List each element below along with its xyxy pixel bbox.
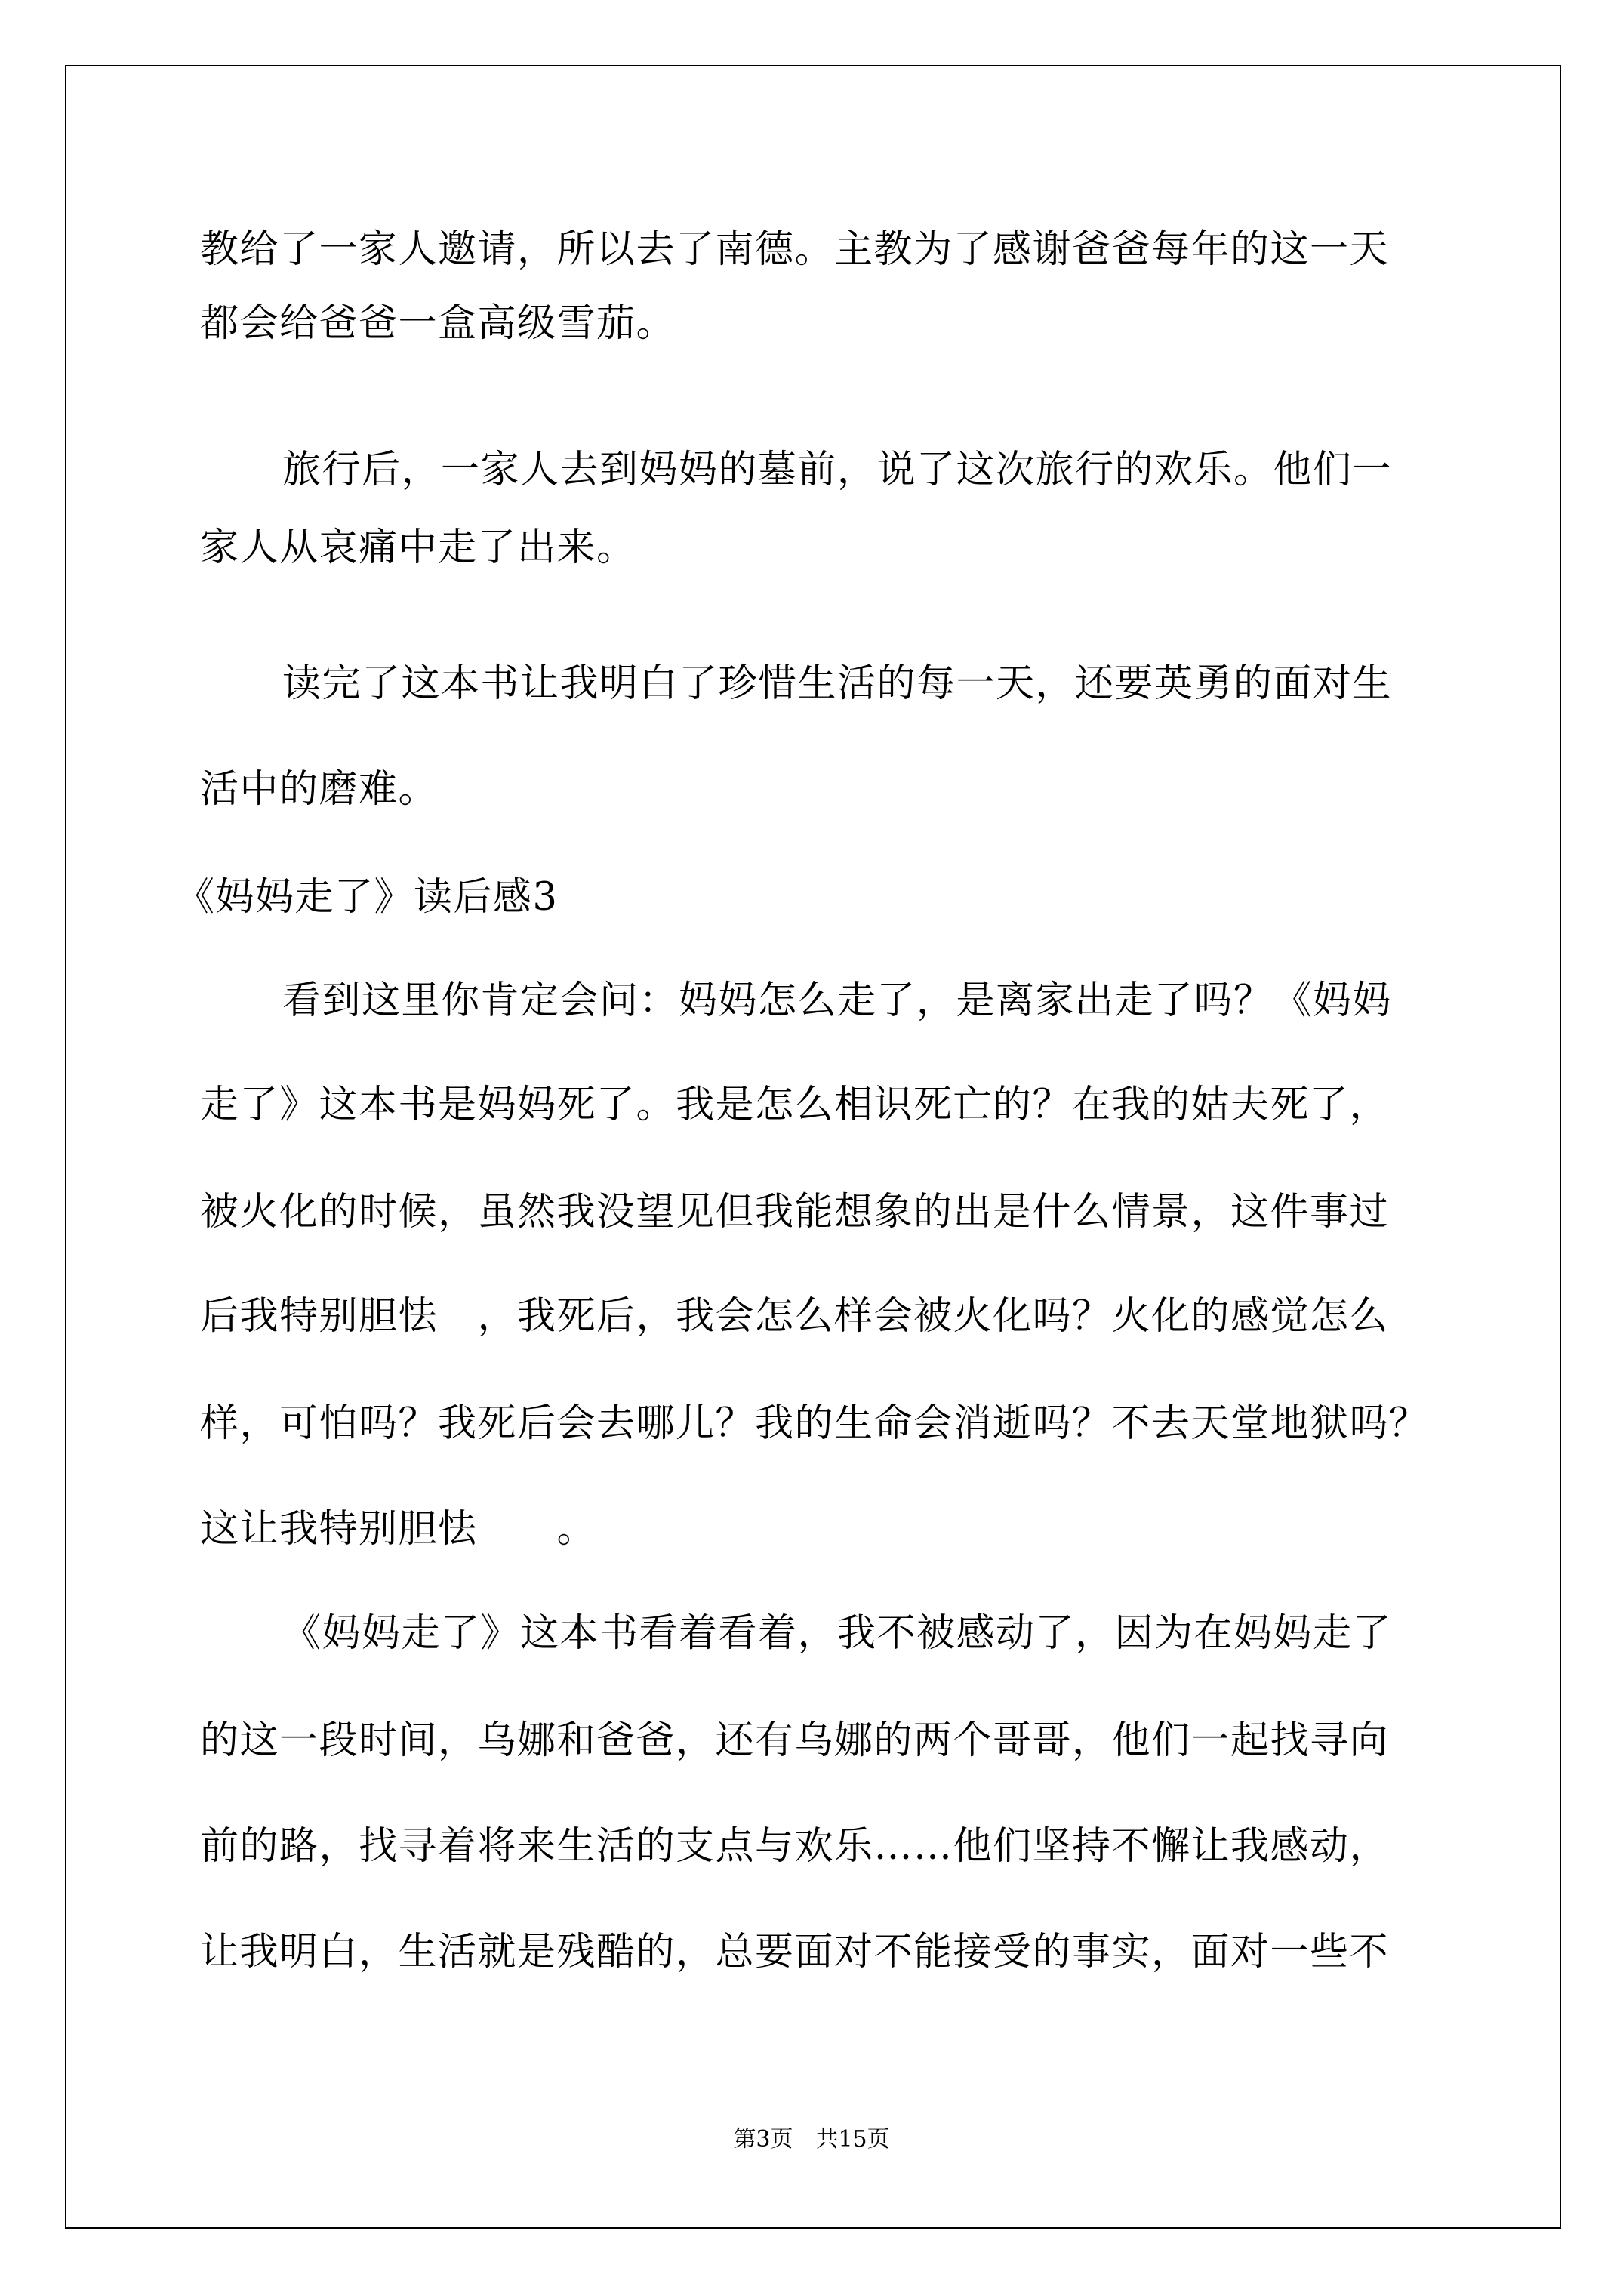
text-line: 都会给爸爸一盒高级雪茄。 bbox=[200, 301, 676, 346]
text-line: 《妈妈走了》这本书看着看着，我不被感动了，因为在妈妈走了 bbox=[282, 1611, 1393, 1656]
text-line: 这让我特别胆怯 。 bbox=[200, 1507, 597, 1552]
page-number: 第3页 共15页 bbox=[733, 2126, 890, 2153]
section-heading: 《妈妈走了》读后感3 bbox=[176, 875, 559, 920]
text-line: 被火化的时候，虽然我没望见但我能想象的出是什么情景，这件事过 bbox=[200, 1190, 1390, 1234]
text-line: 走了》这本书是妈妈死了。我是怎么相识死亡的？在我的姑夫死了， bbox=[200, 1083, 1390, 1127]
text-line: 让我明白，生活就是残酷的，总要面对不能接受的事实，面对一些不 bbox=[200, 1930, 1390, 1974]
text-line: 读完了这本书让我明白了珍惜生活的每一天，还要英勇的面对生 bbox=[282, 661, 1393, 706]
text-line: 后我特别胆怯 ，我死后，我会怎么样会被火化吗？火化的感觉怎么 bbox=[200, 1294, 1390, 1339]
page-border bbox=[65, 65, 1561, 2229]
text-line: 活中的磨难。 bbox=[200, 767, 439, 812]
text-line: 旅行后，一家人去到妈妈的墓前，说了这次旅行的欢乐。他们一 bbox=[282, 448, 1393, 492]
text-line: 教给了一家人邀请，所以去了南德。主教为了感谢爸爸每年的这一天 bbox=[200, 227, 1390, 272]
text-line: 看到这里你肯定会问：妈妈怎么走了，是离家出走了吗？《妈妈 bbox=[282, 978, 1393, 1023]
text-line: 家人从哀痛中走了出来。 bbox=[200, 525, 636, 570]
text-line: 样，可怕吗？我死后会去哪儿？我的生命会消逝吗？不去天堂地狱吗？ bbox=[200, 1401, 1429, 1446]
text-line: 前的路，找寻着将来生活的支点与欢乐……他们坚持不懈让我感动， bbox=[200, 1824, 1390, 1869]
text-line: 的这一段时间，乌娜和爸爸，还有乌娜的两个哥哥，他们一起找寻向 bbox=[200, 1718, 1390, 1763]
